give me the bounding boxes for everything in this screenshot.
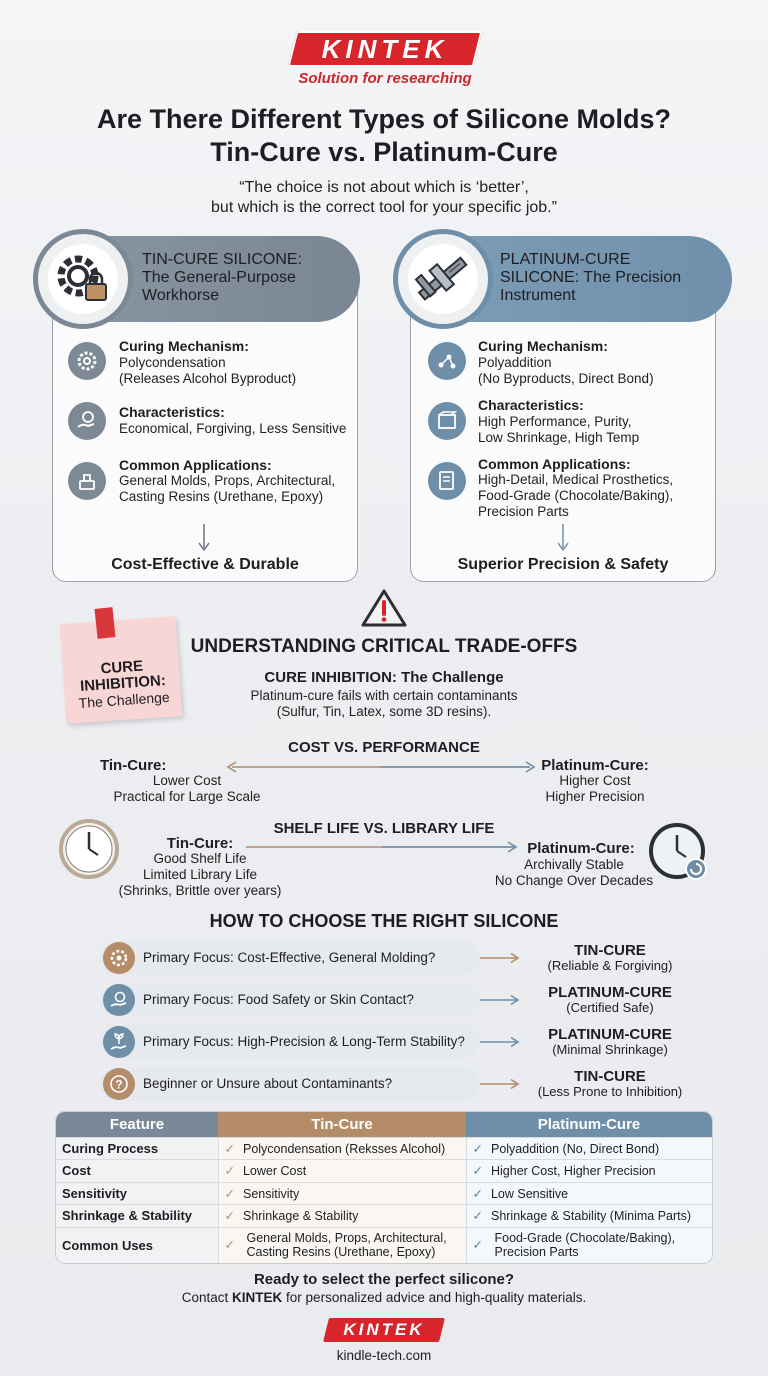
cta-pre: Contact <box>181 1290 233 1305</box>
shelf-life-heading: SHELF LIFE VS. LIBRARY LIFE <box>273 820 495 837</box>
gear-icon <box>103 942 135 974</box>
platinum-cell <box>466 1205 712 1228</box>
tin-cell <box>218 1227 466 1263</box>
tin-cell-text: Lower Cost <box>242 1164 307 1179</box>
tin-cure-title <box>142 251 352 305</box>
header-platinum: Platinum-Cure <box>466 1112 712 1137</box>
shelf-tin-line-1: Good Shelf Life <box>153 851 247 866</box>
tin-title-line-3: Workhorse <box>142 287 220 304</box>
molecule-icon <box>428 342 466 380</box>
shelf-plat-text <box>486 857 662 889</box>
platinum-cell-text: Higher Cost, Higher Precision <box>490 1164 656 1179</box>
down-arrow-icon <box>555 524 571 552</box>
platinum-cell-text: Polyaddition (No, Direct Bond) <box>490 1141 660 1156</box>
note-line-1: CURE <box>100 657 144 678</box>
comparison-table <box>55 1111 713 1264</box>
double-arrow-icon <box>226 760 536 774</box>
quote-line-1: “The choice is not about which is ‘better’, <box>239 179 529 196</box>
footer-logo: KINTEK <box>343 1320 425 1339</box>
tin-applications-heading: Common Applications: <box>119 457 272 473</box>
tin-characteristics-heading: Characteristics: <box>119 404 225 420</box>
inhib-line-1: Platinum-cure fails with certain contaminants <box>250 688 518 703</box>
check-icon: ✓ <box>224 1164 235 1179</box>
tradeoffs-title: UNDERSTANDING CRITICAL TRADE-OFFS <box>190 636 578 657</box>
cost-plat-line-1: Higher Cost <box>559 773 631 788</box>
note-line-3: The Challenge <box>78 688 171 712</box>
table-row <box>56 1182 712 1205</box>
choose-result <box>520 985 700 1015</box>
shelf-plat-line-2: No Change Over Decades <box>494 873 654 888</box>
platinum-cure-badge <box>393 229 493 329</box>
choose-result <box>520 943 700 973</box>
tin-mechanism-text <box>119 355 296 387</box>
hand-plant-icon <box>103 1026 135 1058</box>
note-line-2: INHIBITION: <box>79 672 167 695</box>
tin-title-line-1: TIN-CURE SILICONE: <box>142 251 303 268</box>
feature-cell: Curing Process <box>56 1137 218 1160</box>
check-icon: ✓ <box>224 1141 235 1156</box>
platinum-cell-line: Precision Parts <box>494 1245 579 1260</box>
choose-result-label: TIN-CURE <box>574 942 646 959</box>
check-icon: ✓ <box>224 1186 235 1201</box>
cure-inhibition-heading: CURE INHIBITION: The Challenge <box>264 669 504 686</box>
plat-title-line-1: PLATINUM-CURE <box>500 251 631 268</box>
plat-app-line-2: Food-Grade (Chocolate/Baking), <box>478 488 674 503</box>
table-row <box>56 1205 712 1228</box>
plat-char-line-1: High Performance, Purity, <box>478 414 632 429</box>
tin-cell <box>218 1160 466 1183</box>
cost-tin-line-2: Practical for Large Scale <box>113 789 261 804</box>
tin-cell-text: Sensitivity <box>242 1186 300 1201</box>
tin-title-line-2: The General-Purpose <box>142 269 296 286</box>
check-icon: ✓ <box>472 1186 483 1201</box>
right-arrow-icon <box>480 1078 520 1090</box>
table-row <box>56 1137 712 1160</box>
hand-coin-icon <box>103 984 135 1016</box>
cta-text <box>60 1290 708 1305</box>
tin-cell <box>218 1137 466 1160</box>
check-icon: ✓ <box>224 1209 235 1224</box>
tin-cell <box>218 1205 466 1228</box>
title-line-1: Are There Different Types of Silicone Molds? <box>96 104 672 134</box>
check-icon: ✓ <box>472 1141 483 1156</box>
plat-mechanism-heading: Curing Mechanism: <box>478 338 608 354</box>
cost-plat-line-2: Higher Precision <box>545 789 645 804</box>
platinum-cell <box>466 1137 712 1160</box>
platinum-cell <box>466 1160 712 1183</box>
quote <box>80 178 688 218</box>
gear-icon <box>68 342 106 380</box>
cta-heading: Ready to select the perfect silicone? <box>253 1271 515 1288</box>
choose-result-label: PLATINUM-CURE <box>548 1026 672 1043</box>
choose-result-label: PLATINUM-CURE <box>548 984 672 1001</box>
cost-performance-heading: COST VS. PERFORMANCE <box>288 739 480 756</box>
quote-line-2: but which is the correct tool for your specific job.” <box>211 199 557 216</box>
question-icon <box>103 1068 135 1100</box>
caliper-icon <box>408 244 478 314</box>
feature-cell: Shrinkage & Stability <box>56 1205 218 1228</box>
choose-question: Primary Focus: High-Precision & Long-Term Stability? <box>143 1034 465 1049</box>
cube-icon <box>428 402 466 440</box>
header-feature: Feature <box>56 1112 218 1137</box>
plat-card-footer: Superior Precision & Safety <box>457 556 669 573</box>
plat-applications-heading: Common Applications: <box>478 456 631 472</box>
right-arrow-icon <box>480 994 520 1006</box>
tin-applications-text <box>119 473 335 505</box>
feature-cell: Common Uses <box>56 1227 218 1263</box>
title-line-2: Tin-Cure vs. Platinum-Cure <box>210 137 558 167</box>
platinum-cure-title <box>500 251 730 305</box>
plat-mechanism-text <box>478 355 654 387</box>
tin-cell-text: Polycondensation (Reksses Alcohol) <box>242 1141 446 1156</box>
cure-inhibition-text <box>190 688 578 720</box>
tin-cell-line: General Molds, Props, Architectural, <box>246 1231 447 1246</box>
document-icon <box>428 462 466 500</box>
plat-mech-line-1: Polyaddition <box>478 355 552 370</box>
plat-title-line-3: Instrument <box>500 287 576 304</box>
cost-tin-line-1: Lower Cost <box>152 773 222 788</box>
website-link[interactable]: kindle-tech.com <box>336 1348 432 1363</box>
header-tin: Tin-Cure <box>218 1112 466 1137</box>
choose-question: Primary Focus: Cost-Effective, General Molding? <box>143 950 436 965</box>
tin-app-line-1: General Molds, Props, Architectural, <box>119 473 336 488</box>
plat-title-line-2: SILICONE: The Precision <box>500 269 682 286</box>
sticky-note-text <box>66 656 179 712</box>
table-row <box>56 1227 712 1263</box>
plat-characteristics-heading: Characteristics: <box>478 397 584 413</box>
platinum-cell <box>466 1182 712 1205</box>
tagline: Solution for researching <box>298 70 472 87</box>
clock-refresh-icon <box>648 822 710 884</box>
down-arrow-icon <box>196 524 212 552</box>
tin-mech-line-2: (Releases Alcohol Byproduct) <box>119 371 297 386</box>
check-icon: ✓ <box>224 1238 235 1253</box>
page-title <box>20 103 748 169</box>
cost-plat-heading: Platinum-Cure: <box>541 757 649 774</box>
choose-question: Beginner or Unsure about Contaminants? <box>143 1076 393 1091</box>
choose-result-sub: (Less Prone to Inhibition) <box>537 1084 683 1099</box>
right-arrow-icon <box>480 1036 520 1048</box>
choose-result-sub: (Reliable & Forgiving) <box>547 958 673 973</box>
plat-characteristics-text <box>478 414 639 446</box>
shelf-tin-text <box>100 851 300 899</box>
plat-char-line-2: Low Shrinkage, High Temp <box>478 430 640 445</box>
cost-plat-text <box>520 773 670 805</box>
kintek-logo: KINTEK <box>321 34 449 64</box>
cost-tin-text <box>104 773 270 805</box>
tin-cell-text <box>247 1231 460 1259</box>
shelf-plat-heading: Platinum-Cure: <box>527 840 635 857</box>
right-arrow-icon <box>246 840 518 854</box>
platinum-cell-text <box>495 1231 707 1259</box>
tin-characteristics-text: Economical, Forgiving, Less Sensitive <box>119 421 347 436</box>
plat-mech-line-2: (No Byproducts, Direct Bond) <box>478 371 654 386</box>
feature-cell: Sensitivity <box>56 1182 218 1205</box>
warning-icon <box>360 588 408 628</box>
tin-cell <box>218 1182 466 1205</box>
platinum-cell-text: Shrinkage & Stability (Minima Parts) <box>490 1209 692 1224</box>
tin-cell-text: Shrinkage & Stability <box>242 1209 359 1224</box>
plat-applications-text <box>478 472 673 520</box>
cta-post: for personalized advice and high-quality materials. <box>282 1290 587 1305</box>
choose-result <box>520 1069 700 1099</box>
shelf-tin-heading: Tin-Cure: <box>166 835 234 852</box>
check-icon: ✓ <box>472 1209 483 1224</box>
right-arrow-icon <box>480 952 520 964</box>
plat-app-line-1: High-Detail, Medical Prosthetics, <box>478 472 674 487</box>
svg-text:?: ? <box>115 1077 123 1092</box>
cost-tin-heading: Tin-Cure: <box>100 757 167 774</box>
tin-mech-line-1: Polycondensation <box>119 355 226 370</box>
note-tape <box>94 607 115 639</box>
shelf-tin-line-2: Limited Library Life <box>142 867 258 882</box>
choose-result-label: TIN-CURE <box>574 1068 646 1085</box>
shelf-tin-line-3: (Shrinks, Brittle over years) <box>118 883 282 898</box>
plat-app-line-3: Precision Parts <box>478 504 569 519</box>
feature-cell: Cost <box>56 1160 218 1183</box>
hand-coin-icon <box>68 402 106 440</box>
choose-result <box>520 1027 700 1057</box>
choose-title: HOW TO CHOOSE THE RIGHT SILICONE <box>209 911 559 931</box>
choose-question: Primary Focus: Food Safety or Skin Contact? <box>143 992 414 1007</box>
tin-app-line-2: Casting Resins (Urethane, Epoxy) <box>119 489 324 504</box>
choose-result-sub: (Certified Safe) <box>566 1000 654 1015</box>
check-icon: ✓ <box>472 1238 483 1253</box>
gear-lock-icon <box>48 244 118 314</box>
tin-cure-badge <box>33 229 133 329</box>
shelf-plat-line-1: Archivally Stable <box>524 857 624 872</box>
platinum-cell <box>466 1227 712 1263</box>
tin-mechanism-heading: Curing Mechanism: <box>119 338 249 354</box>
platinum-cell-text: Low Sensitive <box>490 1186 569 1201</box>
table-row <box>56 1160 712 1183</box>
tin-card-footer: Cost-Effective & Durable <box>111 556 299 573</box>
choose-result-sub: (Minimal Shrinkage) <box>552 1042 668 1057</box>
tools-icon <box>68 462 106 500</box>
tin-cell-line: Casting Resins (Urethane, Epoxy) <box>246 1245 436 1260</box>
inhib-line-2: (Sulfur, Tin, Latex, some 3D resins). <box>276 704 492 719</box>
platinum-cell-line: Food-Grade (Chocolate/Baking), <box>494 1231 676 1246</box>
cta-brand: KINTEK <box>232 1290 283 1305</box>
check-icon: ✓ <box>472 1164 483 1179</box>
